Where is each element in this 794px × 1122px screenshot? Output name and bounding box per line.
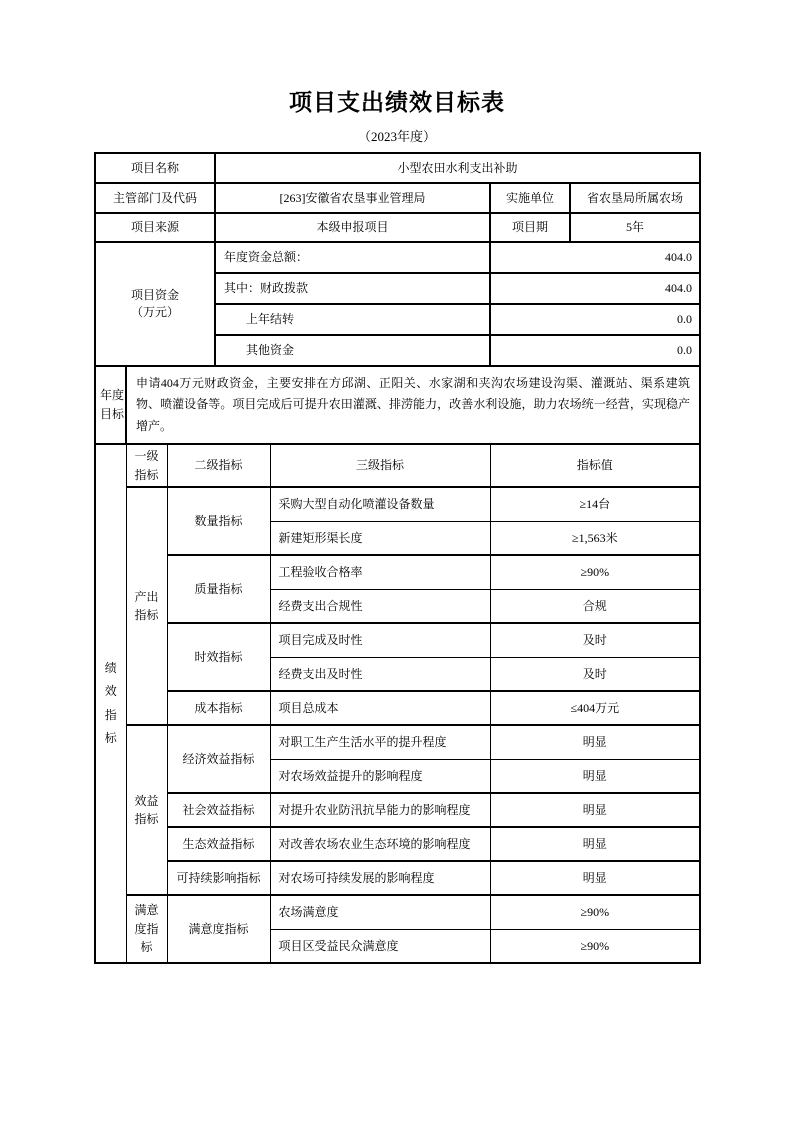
funds-carryover-value: 0.0 — [490, 304, 700, 335]
indicator-value: 合规 — [490, 589, 700, 623]
funds-label-line2: （万元） — [131, 305, 180, 319]
l2-cost-cell: 成本指标 — [167, 691, 270, 725]
project-name-value: 小型农田水利支出补助 — [215, 153, 700, 183]
l1-output-text: 产出指标 — [134, 589, 159, 623]
funds-label — [95, 242, 215, 366]
indicator-row — [95, 623, 700, 657]
row-project-name — [95, 153, 700, 183]
indicator-value: 明显 — [490, 793, 700, 827]
project-period-label: 项目期 — [490, 213, 570, 242]
funds-fiscal-label: 其中：财政拨款 — [215, 273, 490, 304]
indicator-row — [95, 725, 700, 759]
indicator-l3: 经费支出及时性 — [270, 657, 490, 691]
performance-side-label — [95, 444, 126, 963]
indicator-l3: 工程验收合格率 — [270, 555, 490, 589]
annual-goal-text: 申请404万元财政资金，主要安排在方邱湖、正阳关、水家湖和夹沟农场建设沟渠、灌溉站、渠系建筑物、喷灌设备等。项目完成后可提升农田灌溉、排涝能力，改善水利设施，助力农场统一经营，实现稳产增产。 — [126, 366, 700, 444]
indicator-l3: 农场满意度 — [270, 895, 490, 929]
indicator-value: ≤404万元 — [490, 691, 700, 725]
funds-fiscal-value: 404.0 — [490, 273, 700, 304]
indicator-value: 及时 — [490, 623, 700, 657]
dept-code-label: 主管部门及代码 — [95, 183, 215, 213]
indicator-l3: 对农场可持续发展的影响程度 — [270, 861, 490, 895]
indicator-l3: 新建矩形渠长度 — [270, 521, 490, 555]
l1-benefit-text: 效益指标 — [134, 793, 159, 827]
indicator-l3: 项目区受益民众满意度 — [270, 929, 490, 963]
indicator-value: 及时 — [490, 657, 700, 691]
project-source-value: 本级申报项目 — [215, 213, 490, 242]
l2-quantity-cell: 数量指标 — [167, 487, 270, 555]
page-title: 项目支出绩效目标表 — [289, 90, 505, 115]
indicator-value: 明显 — [490, 861, 700, 895]
funds-other-value: 0.0 — [490, 335, 700, 366]
indicator-l3: 对农场效益提升的影响程度 — [270, 759, 490, 793]
l2-ecological-cell: 生态效益指标 — [167, 827, 270, 861]
performance-side-label-text: 绩效指标 — [104, 660, 117, 745]
indicator-value: ≥90% — [490, 895, 700, 929]
indicator-row — [95, 691, 700, 725]
indicator-l3: 采购大型自动化喷灌设备数量 — [270, 487, 490, 521]
project-source-label: 项目来源 — [95, 213, 215, 242]
indicator-value: 明显 — [490, 827, 700, 861]
indicator-row — [95, 861, 700, 895]
indicator-row — [95, 555, 700, 589]
page-subtitle: （2023年度） — [357, 129, 436, 144]
indicator-l3: 对改善农场农业生态环境的影响程度 — [270, 827, 490, 861]
project-name-label: 项目名称 — [95, 153, 215, 183]
funds-carryover-label: 上年结转 — [215, 304, 490, 335]
impl-unit-value: 省农垦局所属农场 — [570, 183, 700, 213]
indicator-value: 明显 — [490, 725, 700, 759]
project-period-value: 5年 — [570, 213, 700, 242]
dept-code-value: [263]安徽省农垦事业管理局 — [215, 183, 490, 213]
header-l1 — [126, 444, 167, 487]
indicator-l3: 对提升农业防汛抗旱能力的影响程度 — [270, 793, 490, 827]
header-l2: 二级指标 — [167, 444, 270, 487]
impl-unit-label: 实施单位 — [490, 183, 570, 213]
row-funds-total — [95, 242, 700, 273]
indicator-value: ≥1,563米 — [490, 521, 700, 555]
indicator-row — [95, 793, 700, 827]
indicator-value: 明显 — [490, 759, 700, 793]
indicator-value: ≥90% — [490, 929, 700, 963]
indicator-value: ≥90% — [490, 555, 700, 589]
l1-satisfaction-text: 满意度指标 — [134, 903, 159, 955]
l2-economic-cell: 经济效益指标 — [167, 725, 270, 793]
l1-output-cell — [126, 487, 167, 725]
indicator-l3: 项目总成本 — [270, 691, 490, 725]
l2-sustainable-cell: 可持续影响指标 — [167, 861, 270, 895]
indicator-row — [95, 827, 700, 861]
row-dept — [95, 183, 700, 213]
l2-social-cell: 社会效益指标 — [167, 793, 270, 827]
header-l1-text: 一级指标 — [134, 449, 159, 482]
indicator-row — [95, 895, 700, 929]
funds-total-value: 404.0 — [490, 242, 700, 273]
indicator-l3: 经费支出合规性 — [270, 589, 490, 623]
header-value: 指标值 — [490, 444, 700, 487]
header-l3: 三级指标 — [270, 444, 490, 487]
funds-other-label: 其他资金 — [215, 335, 490, 366]
row-indicator-header — [95, 444, 700, 487]
row-annual-goal — [95, 366, 700, 444]
l2-satisfaction-cell: 满意度指标 — [167, 895, 270, 963]
funds-label-line1: 项目资金 — [131, 288, 180, 303]
row-source — [95, 213, 700, 242]
indicator-value: ≥14台 — [490, 487, 700, 521]
l2-quality-cell: 质量指标 — [167, 555, 270, 623]
annual-goal-label — [95, 366, 126, 444]
funds-total-label: 年度资金总额： — [215, 242, 490, 273]
performance-target-table — [94, 152, 701, 964]
l1-benefit-cell — [126, 725, 167, 895]
indicator-l3: 对职工生产生活水平的提升程度 — [270, 725, 490, 759]
indicator-row — [95, 487, 700, 521]
l1-satisfaction-cell — [126, 895, 167, 963]
l2-timeliness-cell: 时效指标 — [167, 623, 270, 691]
annual-goal-label-text: 年度目标 — [100, 388, 125, 421]
indicator-l3: 项目完成及时性 — [270, 623, 490, 657]
